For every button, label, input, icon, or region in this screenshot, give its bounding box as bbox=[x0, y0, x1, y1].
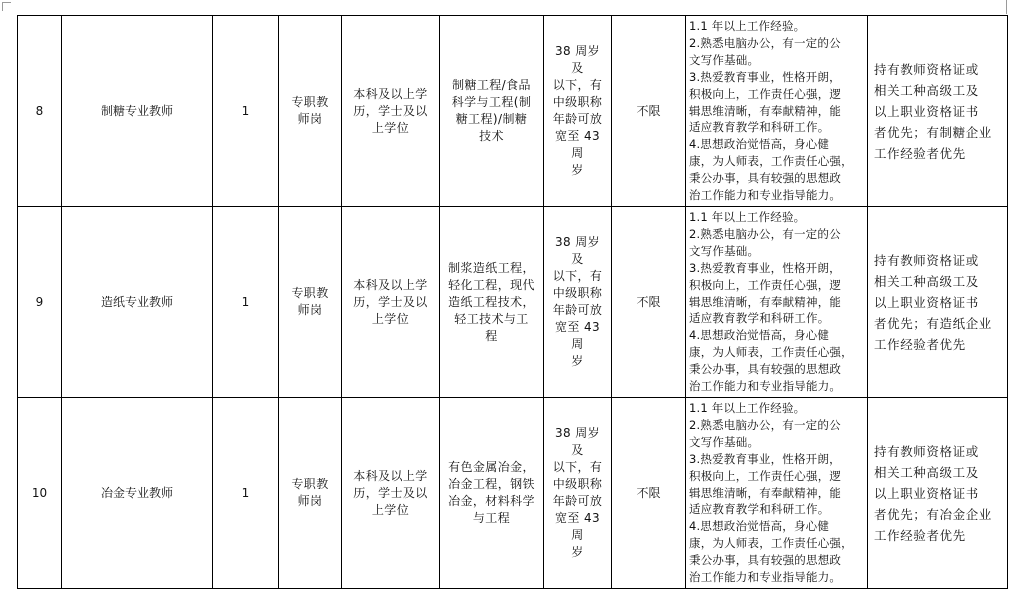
age-cell bbox=[544, 207, 612, 398]
major-cell bbox=[440, 16, 544, 207]
priority-line: 工作经验者优先 bbox=[874, 336, 966, 352]
row-number: 10 bbox=[31, 485, 48, 500]
post-type-cell bbox=[279, 207, 342, 398]
age-requirement: 38 周岁及 以下，有 中级职称 年龄可放 宽至 43 周 岁 bbox=[552, 44, 603, 177]
position-name-cell bbox=[62, 398, 213, 589]
page-edge-mark bbox=[1006, 0, 1007, 14]
priority-line: 者优先；有冶金企业 bbox=[874, 506, 992, 522]
requirement-line: 秉公办事，具有较强的思想政 bbox=[689, 362, 842, 377]
priority-line: 相关工种高级工及 bbox=[874, 273, 979, 289]
other-cell bbox=[612, 398, 686, 589]
other-cell bbox=[612, 207, 686, 398]
requirements-list bbox=[689, 18, 867, 204]
requirement-line: 文写作基础。 bbox=[689, 434, 760, 449]
priority-line: 以上职业资格证书 bbox=[874, 103, 979, 119]
priority-cell bbox=[868, 398, 1008, 589]
row-number-cell bbox=[18, 398, 62, 589]
headcount-cell bbox=[213, 207, 279, 398]
requirement-line: 秉公办事，具有较强的思想政 bbox=[689, 553, 842, 568]
requirement-line: 秉公办事，具有较强的思想政 bbox=[689, 171, 842, 186]
requirement-line: 3.热爱教育事业，性格开朗， bbox=[689, 69, 841, 84]
headcount: 1 bbox=[241, 103, 250, 118]
requirement-line: 2.熟悉电脑办公，有一定的公 bbox=[689, 417, 841, 432]
requirement-line: 治工作能力和专业指导能力。 bbox=[689, 570, 842, 585]
row-number-cell bbox=[18, 16, 62, 207]
table-row bbox=[18, 207, 1008, 398]
corner-crop-mark bbox=[2, 2, 11, 11]
other-requirement: 不限 bbox=[636, 294, 661, 309]
table-row bbox=[18, 398, 1008, 589]
job-positions-table bbox=[17, 15, 1008, 589]
requirement-line: 4.思想政治觉悟高，身心健 bbox=[689, 137, 830, 152]
priority-cell bbox=[868, 207, 1008, 398]
requirements-cell bbox=[686, 207, 868, 398]
other-cell bbox=[612, 16, 686, 207]
priority-line: 相关工种高级工及 bbox=[874, 464, 979, 480]
education-requirement: 本科及以上学 历，学士及以 上学位 bbox=[353, 277, 428, 326]
position-name: 制糖专业教师 bbox=[100, 103, 173, 118]
priority-list bbox=[874, 250, 1007, 355]
requirement-line: 辑思维清晰，有奉献精神，能 bbox=[689, 294, 842, 309]
row-number: 8 bbox=[35, 103, 44, 118]
requirement-line: 2.熟悉电脑办公，有一定的公 bbox=[689, 226, 841, 241]
headcount: 1 bbox=[241, 294, 250, 309]
priority-line: 持有教师资格证或 bbox=[874, 61, 979, 77]
age-requirement: 38 周岁及 以下，有 中级职称 年龄可放 宽至 43 周 岁 bbox=[552, 235, 603, 368]
age-cell bbox=[544, 16, 612, 207]
requirement-line: 积极向上，工作责任心强，逻 bbox=[689, 468, 842, 483]
requirement-line: 1.1 年以上工作经验。 bbox=[689, 19, 806, 34]
headcount: 1 bbox=[241, 485, 250, 500]
requirement-line: 文写作基础。 bbox=[689, 52, 760, 67]
post-type-cell bbox=[279, 16, 342, 207]
requirement-line: 辑思维清晰，有奉献精神，能 bbox=[689, 485, 842, 500]
headcount-cell bbox=[213, 398, 279, 589]
major-requirement: 制糖工程/食品 科学与工程(制 糖工程)/制糖 技术 bbox=[451, 78, 532, 143]
priority-cell bbox=[868, 16, 1008, 207]
requirement-line: 康，为人师表，工作责任心强， bbox=[689, 345, 853, 360]
other-requirement: 不限 bbox=[636, 103, 661, 118]
row-number: 9 bbox=[35, 294, 44, 309]
requirement-line: 适应教育教学和科研工作。 bbox=[689, 311, 830, 326]
priority-list bbox=[874, 59, 1007, 164]
post-type: 专职教 师岗 bbox=[291, 286, 329, 317]
major-requirement: 有色金属冶金， 冶金工程，钢铁 冶金，材料科学 与工程 bbox=[448, 460, 535, 525]
other-requirement: 不限 bbox=[636, 485, 661, 500]
requirement-line: 1.1 年以上工作经验。 bbox=[689, 401, 806, 416]
requirement-line: 3.热爱教育事业，性格开朗， bbox=[689, 451, 841, 466]
position-name-cell bbox=[62, 207, 213, 398]
post-type-cell bbox=[279, 398, 342, 589]
education-requirement: 本科及以上学 历，学士及以 上学位 bbox=[353, 468, 428, 517]
position-name: 造纸专业教师 bbox=[100, 294, 173, 309]
headcount-cell bbox=[213, 16, 279, 207]
priority-line: 以上职业资格证书 bbox=[874, 485, 979, 501]
age-cell bbox=[544, 398, 612, 589]
education-cell bbox=[342, 207, 440, 398]
requirement-line: 治工作能力和专业指导能力。 bbox=[689, 379, 842, 394]
requirement-line: 辑思维清晰，有奉献精神，能 bbox=[689, 103, 842, 118]
requirement-line: 适应教育教学和科研工作。 bbox=[689, 502, 830, 517]
requirement-line: 4.思想政治觉悟高，身心健 bbox=[689, 519, 830, 534]
age-requirement: 38 周岁及 以下，有 中级职称 年龄可放 宽至 43 周 岁 bbox=[552, 426, 603, 559]
requirements-cell bbox=[686, 398, 868, 589]
education-cell bbox=[342, 16, 440, 207]
priority-line: 相关工种高级工及 bbox=[874, 82, 979, 98]
row-number-cell bbox=[18, 207, 62, 398]
education-cell bbox=[342, 398, 440, 589]
major-cell bbox=[440, 398, 544, 589]
priority-line: 者优先；有制糖企业 bbox=[874, 124, 992, 140]
requirement-line: 康，为人师表，工作责任心强， bbox=[689, 154, 853, 169]
priority-line: 持有教师资格证或 bbox=[874, 252, 979, 268]
requirements-list bbox=[689, 400, 867, 586]
requirement-line: 康，为人师表，工作责任心强， bbox=[689, 536, 853, 551]
priority-line: 以上职业资格证书 bbox=[874, 294, 979, 310]
priority-list bbox=[874, 441, 1007, 546]
requirement-line: 4.思想政治觉悟高，身心健 bbox=[689, 328, 830, 343]
education-requirement: 本科及以上学 历，学士及以 上学位 bbox=[353, 86, 428, 135]
position-name: 冶金专业教师 bbox=[100, 485, 173, 500]
requirement-line: 积极向上，工作责任心强，逻 bbox=[689, 277, 842, 292]
requirement-line: 积极向上，工作责任心强，逻 bbox=[689, 86, 842, 101]
priority-line: 工作经验者优先 bbox=[874, 527, 966, 543]
post-type: 专职教 师岗 bbox=[291, 477, 329, 508]
requirements-cell bbox=[686, 16, 868, 207]
requirement-line: 3.热爱教育事业，性格开朗， bbox=[689, 260, 841, 275]
major-requirement: 制浆造纸工程， 轻化工程，现代 造纸工程技术， 轻工技术与工 程 bbox=[448, 260, 535, 343]
requirement-line: 文写作基础。 bbox=[689, 243, 760, 258]
requirement-line: 治工作能力和专业指导能力。 bbox=[689, 188, 842, 203]
priority-line: 工作经验者优先 bbox=[874, 145, 966, 161]
requirements-list bbox=[689, 209, 867, 395]
post-type: 专职教 师岗 bbox=[291, 95, 329, 126]
requirement-line: 2.熟悉电脑办公，有一定的公 bbox=[689, 35, 841, 50]
requirement-line: 1.1 年以上工作经验。 bbox=[689, 210, 806, 225]
priority-line: 者优先；有造纸企业 bbox=[874, 315, 992, 331]
position-name-cell bbox=[62, 16, 213, 207]
requirement-line: 适应教育教学和科研工作。 bbox=[689, 120, 830, 135]
major-cell bbox=[440, 207, 544, 398]
table-row bbox=[18, 16, 1008, 207]
priority-line: 持有教师资格证或 bbox=[874, 443, 979, 459]
